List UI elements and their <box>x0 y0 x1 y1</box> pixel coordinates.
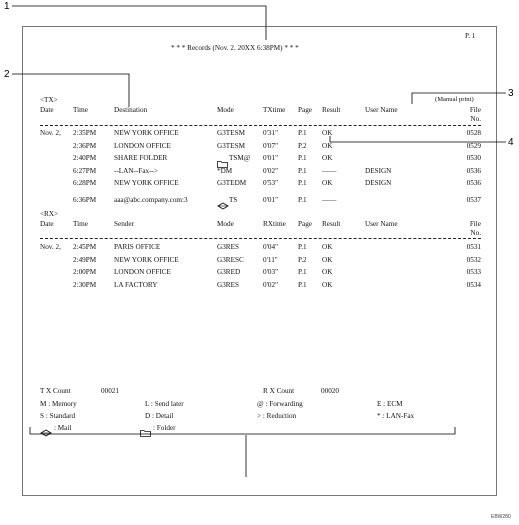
cell-duration: 0'02" <box>263 280 279 289</box>
callout-2-line <box>12 74 129 107</box>
cell-time: 2:40PM <box>73 154 97 162</box>
cell-time: 2:36PM <box>73 141 97 150</box>
cell-file-no: 0536 <box>466 179 481 187</box>
cell-result: —— <box>322 195 337 204</box>
report-title: * * * Records (Nov. 2. 20XX 6:38PM) * * * <box>171 44 299 52</box>
cell-time: 6:28PM <box>73 179 97 187</box>
callout-2: 2 <box>4 69 10 80</box>
legend-lan-fax: * : LAN-Fax <box>377 412 415 420</box>
cell-duration: 0'03" <box>263 268 279 276</box>
cell-file-no: 0536 <box>466 166 481 175</box>
cell-mode: TS <box>229 195 238 204</box>
legend-detail: D : Detail <box>145 412 174 420</box>
cell-file-no: 0530 <box>466 154 481 162</box>
col-txtime: TXtime <box>263 106 286 114</box>
cell-result: OK <box>322 280 333 289</box>
cell-duration: 0'07" <box>263 141 279 150</box>
col-date: Date <box>40 106 54 114</box>
col-result: Result <box>322 106 341 114</box>
cell-page: P.1 <box>298 195 307 204</box>
cell-mode: G3RES <box>217 280 239 289</box>
cell-user-name: DESIGN <box>365 179 392 187</box>
legend-forwarding: @ : Forwarding <box>257 400 303 408</box>
cell-party: LONDON OFFICE <box>114 268 171 276</box>
cell-page: P.2 <box>298 255 307 264</box>
tx-count-label: T X Count <box>40 387 71 395</box>
cell-file-no: 0532 <box>466 255 481 264</box>
cell-party: --LAN--Fax--> <box>114 166 158 175</box>
page-number: P. 1 <box>465 32 476 40</box>
cell-page: P.1 <box>298 166 307 175</box>
cell-file-no: 0531 <box>466 243 481 251</box>
callout-4-line <box>330 136 506 142</box>
tx-count-value: 00021 <box>101 387 119 395</box>
cell-result: OK <box>322 268 333 276</box>
cell-page: P.1 <box>298 179 307 187</box>
col-time: Time <box>73 106 88 114</box>
cell-result: OK <box>322 243 333 251</box>
col-page: Page <box>298 220 312 228</box>
cell-mode: TSM@ <box>229 154 251 162</box>
cell-duration: 0'11" <box>263 255 278 264</box>
cell-page: P.2 <box>298 141 307 150</box>
cell-mode: G3RES <box>217 243 239 251</box>
col-mode: Mode <box>217 220 234 228</box>
callout-1: 1 <box>4 1 10 12</box>
cell-mode: G3TESM <box>217 141 245 150</box>
col-user-name: User Name <box>365 220 398 228</box>
cell-duration: 0'04" <box>263 243 279 251</box>
cell-mode: G3RESC <box>217 255 244 264</box>
rx-count-value: 00020 <box>321 387 339 395</box>
cell-page: P.1 <box>298 243 307 251</box>
cell-result: OK <box>322 154 333 162</box>
cell-duration: 0'31" <box>263 129 279 137</box>
cell-page: P.1 <box>298 268 307 276</box>
cell-result: OK <box>322 255 333 264</box>
cell-time: 2:49PM <box>73 255 97 264</box>
cell-party: NEW YORK OFFICE <box>114 129 179 137</box>
cell-time: 2:35PM <box>73 129 97 137</box>
callout-3-line <box>412 93 506 104</box>
col-result: Result <box>322 220 341 228</box>
cell-page: P.1 <box>298 129 307 137</box>
cell-mode: G3TESM <box>217 129 245 137</box>
cell-result: OK <box>322 179 333 187</box>
col-file-no: File No. <box>469 220 481 237</box>
cell-file-no: 0534 <box>466 280 481 289</box>
manual-print-label: (Manual print) <box>435 96 474 103</box>
cell-duration: 0'53" <box>263 179 279 187</box>
legend-standard: S : Standard <box>40 412 76 420</box>
cell-result: OK <box>322 141 333 150</box>
cell-page: P.1 <box>298 280 307 289</box>
legend-bracket <box>30 427 455 434</box>
cell-result: —— <box>322 166 337 175</box>
cell-result: OK <box>322 129 333 137</box>
cell-file-no: 0528 <box>466 129 481 137</box>
legend-ecm: E : ECM <box>377 400 403 408</box>
cell-file-no: 0533 <box>466 268 481 276</box>
col-sender: Sender <box>114 220 134 228</box>
legend-memory: M : Memory <box>40 400 77 408</box>
col-user-name: User Name <box>365 106 398 114</box>
legend-reduction: > : Reduction <box>257 412 297 420</box>
cell-file-no: 0529 <box>466 141 481 150</box>
cell-time: 2:30PM <box>73 280 97 289</box>
cell-party: LA FACTORY <box>114 280 158 289</box>
legend-send-later: L : Send later <box>145 400 184 408</box>
callout-4: 4 <box>508 137 514 148</box>
cell-party: PARIS OFFICE <box>114 243 161 251</box>
cell-mode: G3RED <box>217 268 241 276</box>
cell-duration: 0'01" <box>263 195 279 204</box>
col-rxtime: RXtime <box>263 220 286 228</box>
cell-time: 2:00PM <box>73 268 97 276</box>
cell-duration: 0'01" <box>263 154 279 162</box>
cell-file-no: 0537 <box>466 195 481 204</box>
col-time: Time <box>73 220 88 228</box>
cell-page: P.1 <box>298 154 307 162</box>
cell-party: NEW YORK OFFICE <box>114 179 179 187</box>
cell-time: 6:27PM <box>73 166 97 175</box>
callout-3: 3 <box>508 88 514 99</box>
col-file-no: File No. <box>469 106 481 123</box>
cell-time: 2:45PM <box>73 243 97 251</box>
cell-party: LONDON OFFICE <box>114 141 171 150</box>
legend-folder: : Folder <box>153 424 176 432</box>
cell-time: 6:36PM <box>73 195 97 204</box>
cell-date: Nov. 2, <box>40 243 61 251</box>
cell-user-name: DESIGN <box>365 166 392 175</box>
col-destination: Destination <box>114 106 148 114</box>
figure-code: EBW280 <box>491 514 511 520</box>
cell-mode: *DM <box>217 166 233 175</box>
rx-section-label: <RX> <box>40 210 59 218</box>
callout-1-line <box>12 6 266 40</box>
cell-party: SHARE FOLDER <box>114 154 168 162</box>
col-date: Date <box>40 220 54 228</box>
cell-mode: G3TEDM <box>217 179 247 187</box>
cell-duration: 0'02" <box>263 166 279 175</box>
cell-date: Nov. 2, <box>40 129 61 137</box>
cell-party: aaa@abc.company.com:3 <box>114 195 188 204</box>
cell-party: NEW YORK OFFICE <box>114 255 179 264</box>
col-mode: Mode <box>217 106 234 114</box>
rx-count-label: R X Count <box>263 387 295 395</box>
legend-mail: : Mail <box>54 424 72 432</box>
col-page: Page <box>298 106 312 114</box>
tx-section-label: <TX> <box>40 96 58 104</box>
